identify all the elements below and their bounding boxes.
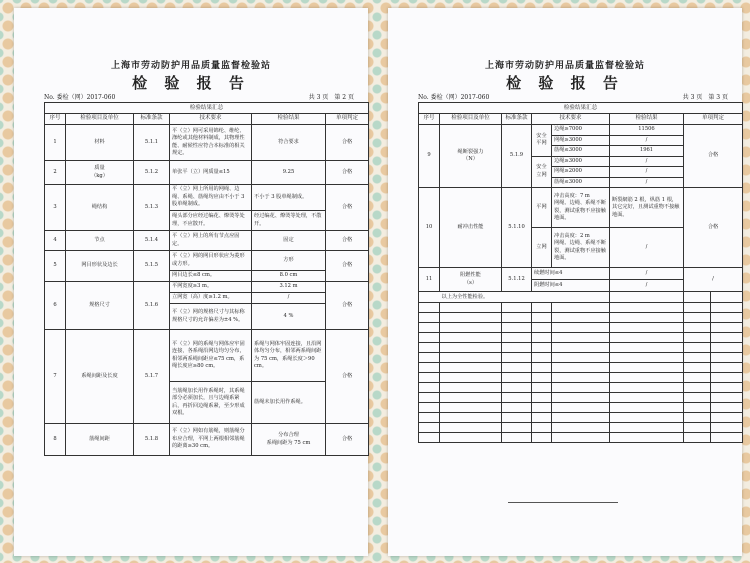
row-result: / [610, 280, 684, 292]
row-no: 11 [419, 268, 440, 292]
table-row [45, 282, 369, 293]
table-row [45, 424, 369, 456]
row-result: 固定 [252, 231, 326, 251]
row-no: 9 [419, 125, 440, 188]
col-header: 检验项目及单位 [66, 114, 134, 125]
row-no: 6 [45, 282, 66, 330]
row-item: 绳断裂强力 （N） [440, 125, 502, 188]
table-row [419, 188, 743, 228]
row-requirement: 筋绳≤3000 [552, 146, 610, 157]
row-requirement: 续燃时间≤4 [532, 268, 610, 280]
blank-row [419, 383, 743, 393]
report-number: No. 委检（网）2017-060 [418, 94, 490, 101]
row-requirement: 冲击高度：2 m 网绳、边绳、系绳不断裂，测试重物不应接触地面。 [552, 228, 610, 268]
col-header: 标准条款 [502, 114, 532, 125]
org-name: 上海市劳动防护用品质量监督检验站 [484, 61, 645, 71]
col-header: 单项判定 [684, 114, 743, 125]
col-header: 检验项目及单位 [440, 114, 502, 125]
row-result: / [610, 135, 684, 146]
row-result: 断裂網筋 2 根，纵筋 1 根，其它完好，且测试重物不接触地面。 [610, 188, 684, 228]
row-group: 平网 [532, 188, 552, 228]
row-item: 规格尺寸 [66, 282, 134, 330]
page-info: 共 3 页 第 3 页 [682, 94, 728, 101]
row-clause: 5.1.12 [502, 268, 532, 292]
row-requirement: 平网宽度≥3 m。 [170, 282, 252, 293]
row-requirement: 平（立）网上的所有节点应固定。 [170, 231, 252, 251]
row-verdict: 合格 [326, 125, 369, 161]
row-item: 质量 （kg） [66, 161, 134, 185]
row-verdict: / [684, 268, 743, 292]
row-item: 阻燃性能 （s） [440, 268, 502, 292]
row-clause: 5.1.1 [134, 125, 170, 161]
row-result: 9.25 [252, 161, 326, 185]
blank-row [419, 323, 743, 333]
row-result: 3.12 m [252, 282, 326, 293]
row-result: / [610, 177, 684, 188]
row-verdict: 合格 [326, 251, 369, 282]
row-requirement: 筋绳≤3000 [552, 177, 610, 188]
col-header: 检验结果 [610, 114, 684, 125]
blank-row [419, 393, 743, 403]
results-table [418, 102, 743, 443]
row-clause: 5.1.7 [134, 330, 170, 424]
row-result: 经过编花、燎烫等处理，不散开。 [252, 211, 326, 231]
row-result: 4 % [252, 304, 326, 330]
row-item: 绳结构 [66, 185, 134, 231]
row-requirement: 平（立）网的规格尺寸与其标称规格尺寸的允许偏差为±4 %。 [170, 304, 252, 330]
row-requirement: 阴燃时间≤4 [532, 280, 610, 292]
row-no: 8 [45, 424, 66, 456]
row-result: 分布合理 系绳间距为 75 cm [252, 424, 326, 456]
row-requirement: 冲击高度：7 m 网绳、边绳、系绳不断裂，测试重物不应接触地面。 [552, 188, 610, 228]
table-row [419, 268, 743, 280]
row-item: 网目形状及边长 [66, 251, 134, 282]
row-requirement: 单张平（立）网质量≤15 [170, 161, 252, 185]
row-item: 筋绳间距 [66, 424, 134, 456]
org-name: 上海市劳动防护用品质量监督检验站 [110, 61, 271, 71]
col-header: 序号 [45, 114, 66, 125]
row-requirement: 网绳≥3000 [552, 135, 610, 146]
row-verdict: 合格 [684, 188, 743, 268]
blank-row [419, 433, 743, 443]
table-row [45, 330, 369, 382]
blank-row [419, 333, 743, 343]
blank-row [419, 313, 743, 323]
row-requirement: 边绳≥7000 [552, 125, 610, 136]
table-row [419, 292, 743, 303]
table-row [45, 125, 369, 161]
col-header: 技术要求 [170, 114, 252, 125]
row-result: / [610, 156, 684, 167]
row-result: 11506 [610, 125, 684, 136]
row-verdict: 合格 [326, 185, 369, 231]
report-page-2 [14, 8, 368, 556]
row-no: 7 [45, 330, 66, 424]
table-row [419, 125, 743, 136]
col-header: 标准条款 [134, 114, 170, 125]
row-clause: 5.1.10 [502, 188, 532, 268]
row-item: 节点 [66, 231, 134, 251]
row-requirement: 平（立）网的系绳与网体应牢固连接，各系绳沿网边均匀分布，相邻两系绳间距应≤75 cm，系绳长度应≥80 cm。 [170, 330, 252, 382]
table-row [45, 251, 369, 271]
row-no: 5 [45, 251, 66, 282]
row-verdict: 合格 [326, 282, 369, 330]
row-clause: 5.1.4 [134, 231, 170, 251]
row-item: 耐冲击性能 [440, 188, 502, 268]
table-caption: 检验结果汇总 [45, 103, 369, 114]
blank-row [419, 423, 743, 433]
row-clause: 5.1.6 [134, 282, 170, 330]
table-row [45, 161, 369, 185]
row-group: 安全 平网 [532, 125, 552, 157]
blank-row [419, 403, 743, 413]
blank-row [419, 303, 743, 313]
blank-row [419, 343, 743, 353]
col-header: 序号 [419, 114, 440, 125]
report-title: 检 验 报 告 [506, 74, 624, 92]
row-group: 安全 立网 [532, 156, 552, 188]
row-verdict: 合格 [326, 161, 369, 185]
row-requirement: 立网宽（高）度≥1.2 m。 [170, 293, 252, 304]
row-clause: 5.1.9 [502, 125, 532, 188]
row-clause: 5.1.8 [134, 424, 170, 456]
page-info: 共 3 页 第 2 页 [308, 94, 354, 101]
row-no: 3 [45, 185, 66, 231]
row-requirement: 平（立）网上所用的网绳、边绳、系绳、筋绳均应由不小于 3 股单绳制成。 [170, 185, 252, 211]
row-group: 立网 [532, 228, 552, 268]
row-requirement: 绳头部分应经过编花、燎烫等处理，不应散开。 [170, 211, 252, 231]
row-verdict: 合格 [326, 424, 369, 456]
row-item: 系绳间距及长度 [66, 330, 134, 424]
blank-row [419, 353, 743, 363]
row-result: 不小于 3 股单绳制成。 [252, 185, 326, 211]
row-result: 1961 [610, 146, 684, 157]
row-no: 2 [45, 161, 66, 185]
blank-row [419, 413, 743, 423]
row-clause: 5.1.2 [134, 161, 170, 185]
row-result: 方形 [252, 251, 326, 271]
blank-row [419, 373, 743, 383]
row-requirement: 平（立）网的网目形状应为菱形或方形。 [170, 251, 252, 271]
table-caption: 检验结果汇总 [419, 103, 743, 114]
row-clause: 5.1.5 [134, 251, 170, 282]
row-no: 4 [45, 231, 66, 251]
divider [508, 502, 618, 503]
table-row [45, 231, 369, 251]
row-result: / [610, 268, 684, 280]
row-requirement: 边绳≥3000 [552, 156, 610, 167]
col-header: 检验结果 [252, 114, 326, 125]
row-item: 材料 [66, 125, 134, 161]
row-no: 10 [419, 188, 440, 268]
row-result: / [610, 167, 684, 178]
row-requirement: 平（立）网可采用锦纶、维纶、涤纶或其他材料制成，其物理性能、耐候性应符合本标准的相关规定。 [170, 125, 252, 161]
row-result: / [610, 228, 684, 268]
table-row [45, 185, 369, 211]
results-table [44, 102, 369, 456]
row-result: 符合要求 [252, 125, 326, 161]
col-header: 技术要求 [532, 114, 610, 125]
row-result: 系绳与网体牢固连接，且沿网体均匀分布，相邻两系绳间距为 75 cm，系绳长度＞90 cm。 [252, 330, 326, 382]
row-result: / [252, 293, 326, 304]
row-clause: 5.1.3 [134, 185, 170, 231]
row-verdict: 合格 [326, 231, 369, 251]
row-requirement: 网目边长≤8 cm。 [170, 271, 252, 282]
row-no: 1 [45, 125, 66, 161]
col-header: 单项判定 [326, 114, 369, 125]
row-result: 筋绳未加长用作系绳。 [252, 382, 326, 424]
report-number: No. 委检（网）2017-060 [44, 94, 116, 101]
row-requirement: 平（立）网如有筋绳，则筋绳分布应合理，平网上两根相邻筋绳的距离≥30 cm。 [170, 424, 252, 456]
row-requirement: 网绳≥2000 [552, 167, 610, 178]
row-result: 8.0 cm [252, 271, 326, 282]
report-page-3 [388, 8, 742, 556]
report-title: 检 验 报 告 [132, 74, 250, 92]
row-requirement: 当筋绳加长用作系绳时，其系绳部分必须加长，且与边绳系紧后，再折回边绳系紧，至少形成双根。 [170, 382, 252, 424]
end-note: 以上为全性能检验。 [440, 292, 610, 303]
blank-row [419, 363, 743, 373]
row-verdict: 合格 [326, 330, 369, 424]
row-verdict: 合格 [684, 125, 743, 188]
